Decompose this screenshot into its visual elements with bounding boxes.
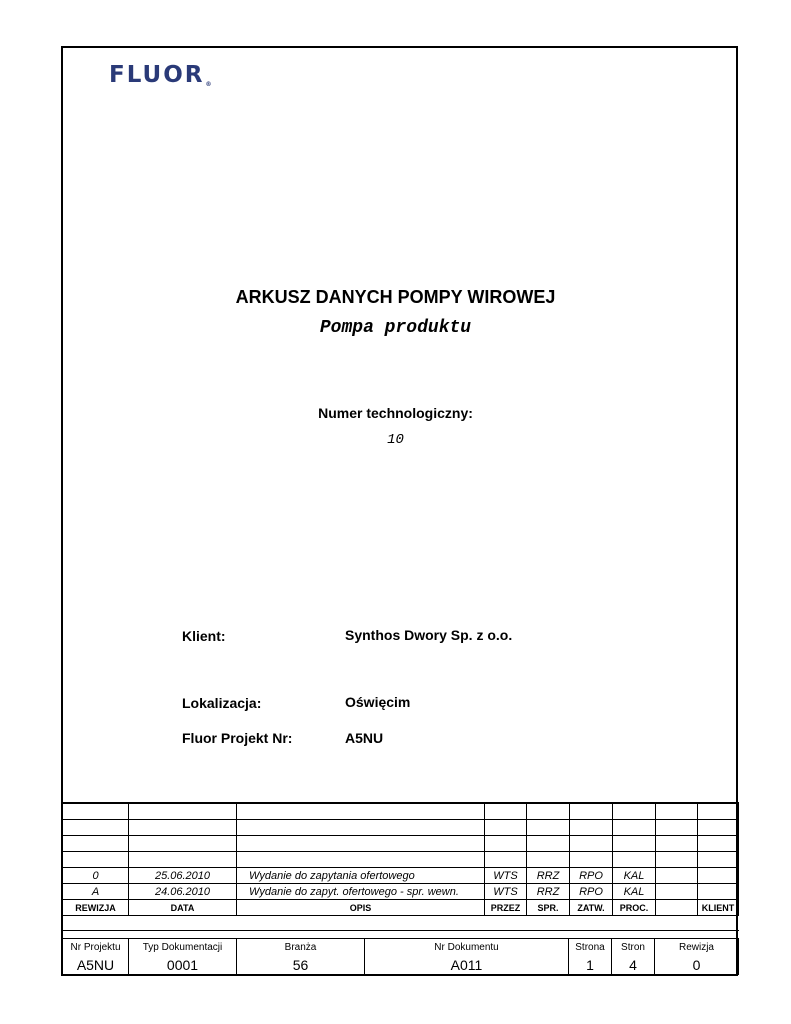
tag-number-label: Numer technologiczny:	[318, 405, 473, 421]
revision-client	[698, 868, 739, 884]
fluor-logo: FLUOR®	[109, 62, 212, 88]
revision-extra	[656, 868, 698, 884]
revision-table	[62, 802, 739, 931]
revision-client	[698, 884, 739, 900]
document-type-value: 0001	[129, 955, 237, 975]
header-by: PRZEZ	[485, 900, 527, 916]
revision-number: 0	[63, 868, 129, 884]
header-date: DATA	[129, 900, 237, 916]
project-label: Fluor Projekt Nr:	[182, 730, 293, 746]
revision-approved: RPO	[570, 868, 613, 884]
header-approved: ZATW.	[570, 900, 613, 916]
revision-empty-row	[63, 820, 739, 836]
location-label: Lokalizacja:	[182, 695, 262, 711]
header-desc: OPIS	[237, 900, 485, 916]
revision-by: WTS	[485, 884, 527, 900]
branch-label: Branża	[237, 939, 365, 956]
revision-label: Rewizja	[655, 939, 739, 956]
page-value: 1	[569, 955, 612, 975]
header-rev: REWIZJA	[63, 900, 129, 916]
document-number-label: Nr Dokumentu	[365, 939, 569, 956]
header-extra	[656, 900, 698, 916]
document-title: ARKUSZ DANYCH POMPY WIROWEJ	[235, 287, 556, 307]
document-number-value: A011	[365, 955, 569, 975]
document-subtitle: Pompa produktu	[319, 318, 472, 338]
document-info-table	[62, 938, 739, 975]
project-number-value: A5NU	[63, 955, 129, 975]
revision-gap-row	[63, 916, 739, 931]
revision-empty-row	[63, 836, 739, 852]
revision-extra	[656, 884, 698, 900]
revision-value: 0	[655, 955, 739, 975]
client-value: Synthos Dwory Sp. z o.o.	[345, 627, 513, 643]
revision-date: 25.06.2010	[129, 868, 237, 884]
pages-value: 4	[612, 955, 655, 975]
document-info-values	[63, 955, 739, 975]
project-number-label: Nr Projektu	[63, 939, 129, 956]
revision-by: WTS	[485, 868, 527, 884]
tag-number-value: 10	[387, 432, 404, 448]
revision-checked: RRZ	[527, 868, 570, 884]
revision-proc: KAL	[613, 868, 656, 884]
project-value: A5NU	[345, 730, 384, 746]
location-value: Oświęcim	[345, 694, 411, 710]
revision-description: Wydanie do zapyt. ofertowego - spr. wewn.	[237, 884, 485, 900]
header-checked: SPR.	[527, 900, 570, 916]
header-client: KLIENT	[698, 900, 739, 916]
revision-empty-row	[63, 852, 739, 868]
revision-date: 24.06.2010	[129, 884, 237, 900]
header-proc: PROC.	[613, 900, 656, 916]
client-label: Klient:	[182, 628, 226, 644]
revision-number: A	[63, 884, 129, 900]
revision-header-row	[63, 900, 739, 916]
page-label: Strona	[569, 939, 612, 956]
document-type-label: Typ Dokumentacji	[129, 939, 237, 956]
branch-value: 56	[237, 955, 365, 975]
revision-description: Wydanie do zapytania ofertowego	[237, 868, 485, 884]
revision-proc: KAL	[613, 884, 656, 900]
pages-label: Stron	[612, 939, 655, 956]
revision-row	[63, 884, 739, 900]
revision-approved: RPO	[570, 884, 613, 900]
revision-row	[63, 868, 739, 884]
revision-checked: RRZ	[527, 884, 570, 900]
revision-empty-row	[63, 803, 739, 820]
document-info-labels	[63, 939, 739, 956]
